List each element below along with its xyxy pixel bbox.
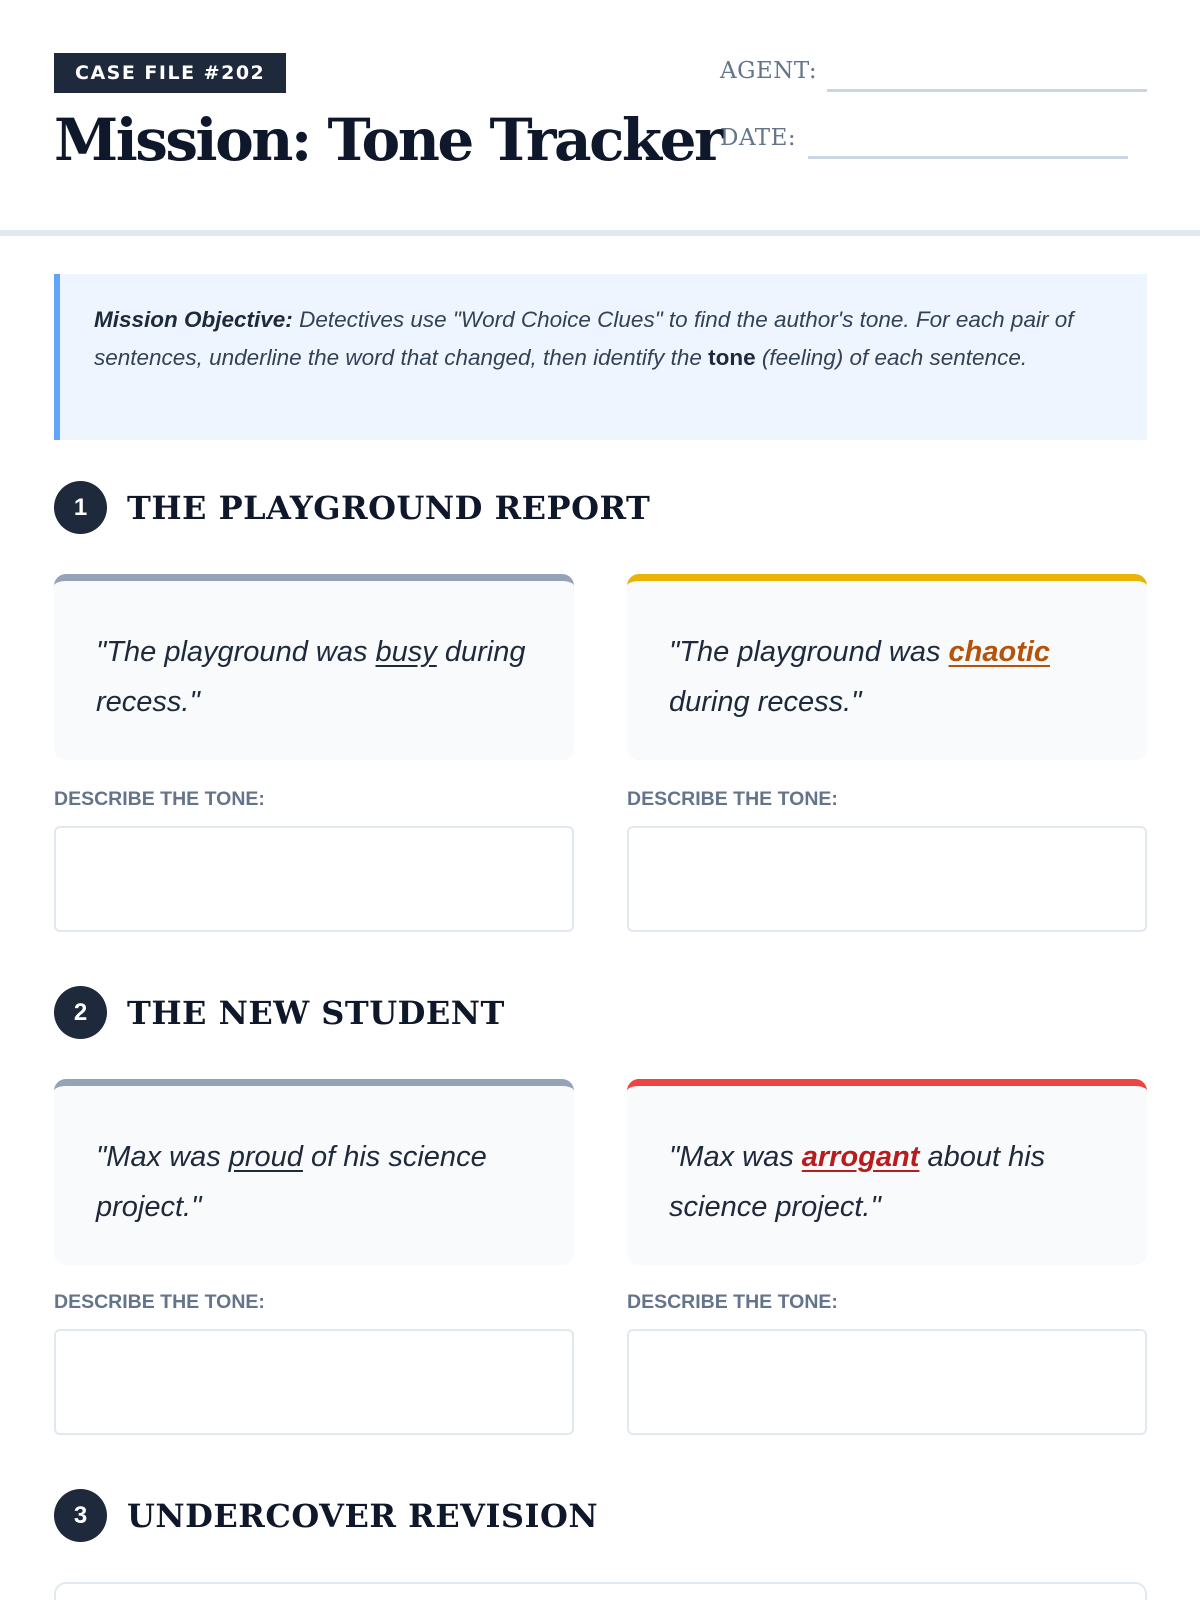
sentence-text: during recess." bbox=[96, 636, 526, 718]
sentence-text: of his science project." bbox=[96, 1141, 487, 1223]
objective-bold-word: tone bbox=[708, 345, 756, 370]
sentence-text: "Max was bbox=[96, 1141, 229, 1173]
section-title: THE NEW STUDENT bbox=[127, 994, 505, 1032]
tone-label: DESCRIBE THE TONE: bbox=[54, 1291, 265, 1313]
sentence-text: "The playground was bbox=[669, 636, 949, 668]
sentence-card-neutral bbox=[54, 574, 574, 760]
sentence-text: about his science project." bbox=[669, 1141, 1046, 1223]
tone-label: DESCRIBE THE TONE: bbox=[627, 1291, 838, 1313]
sentence-text: "The playground was bbox=[96, 636, 376, 668]
sentence-text: during recess." bbox=[669, 686, 862, 718]
case-file-badge: CASE FILE #202 bbox=[54, 53, 286, 93]
changed-word: proud bbox=[228, 1141, 303, 1173]
section-number-badge: 1 bbox=[54, 481, 107, 534]
sentence-card-shifted bbox=[627, 574, 1147, 760]
changed-word-highlight: arrogant bbox=[801, 1141, 920, 1173]
section-title: THE PLAYGROUND REPORT bbox=[127, 489, 651, 527]
section-title: UNDERCOVER REVISION bbox=[127, 1497, 599, 1535]
objective-text-part1: Detectives use "Word Choice Clues" to find the author's tone. For each pair of sentences, underline the word that changed, then identify the bbox=[94, 307, 1074, 370]
objective-text-part2: (feeling) of each sentence. bbox=[755, 345, 1028, 370]
revision-card bbox=[54, 1582, 1147, 1600]
section-number-badge: 2 bbox=[54, 986, 107, 1039]
objective-lead: Mission Objective: bbox=[94, 307, 293, 332]
section-number-badge: 3 bbox=[54, 1489, 107, 1542]
changed-word: busy bbox=[375, 636, 437, 668]
date-label: DATE: bbox=[720, 125, 797, 151]
tone-answer-box[interactable] bbox=[54, 1329, 574, 1435]
worksheet-header bbox=[0, 0, 1200, 236]
sentence-text: "Max was bbox=[669, 1141, 802, 1173]
agent-label: AGENT: bbox=[720, 58, 818, 84]
agent-name-line[interactable] bbox=[827, 89, 1147, 92]
worksheet-title: Mission: Tone Tracker bbox=[54, 106, 723, 174]
tone-answer-box[interactable] bbox=[627, 1329, 1147, 1435]
sentence-card-neutral bbox=[54, 1079, 574, 1265]
date-line[interactable] bbox=[808, 156, 1128, 159]
tone-answer-box[interactable] bbox=[54, 826, 574, 932]
sentence-card-shifted bbox=[627, 1079, 1147, 1265]
tone-label: DESCRIBE THE TONE: bbox=[54, 788, 265, 810]
mission-objective bbox=[54, 274, 1147, 440]
tone-label: DESCRIBE THE TONE: bbox=[627, 788, 838, 810]
tone-answer-box[interactable] bbox=[627, 826, 1147, 932]
changed-word-highlight: chaotic bbox=[948, 636, 1051, 668]
